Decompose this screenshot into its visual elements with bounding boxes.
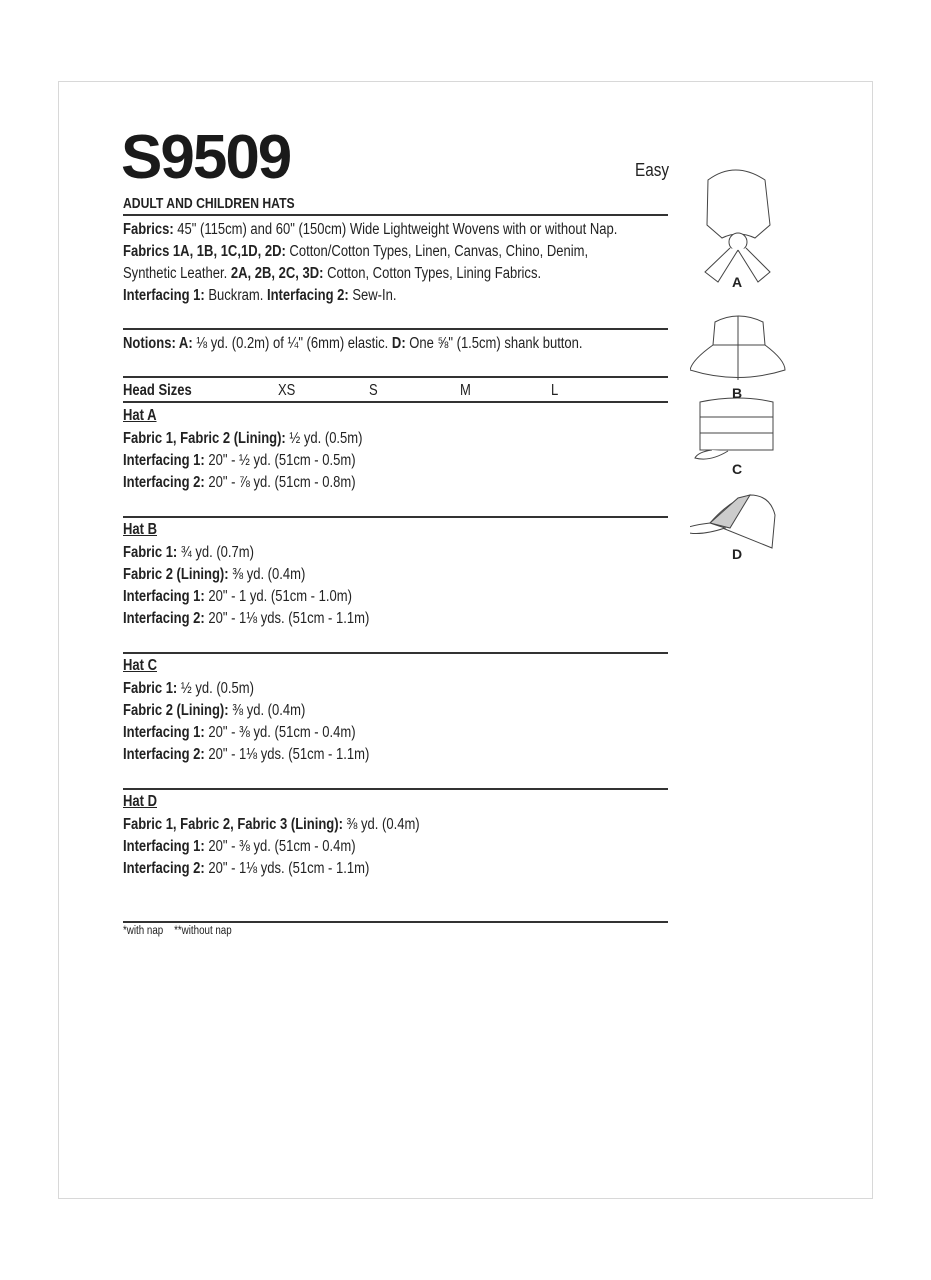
divider bbox=[123, 921, 668, 923]
hat-heading: Hat A bbox=[123, 407, 157, 424]
hat-b-illustration bbox=[690, 316, 785, 380]
spec-line: Fabrics: 45" (115cm) and 60" (150cm) Wide Lightweight Wovens with or without Nap. bbox=[123, 221, 618, 238]
hat-heading: Hat D bbox=[123, 793, 158, 810]
notions: Notions: A: ⅛ yd. (0.2m) of ¼" (6mm) elastic. D: One ⅝" (1.5cm) shank button. bbox=[123, 335, 583, 352]
spec-line: Fabric 1: ½ yd. (0.5m) bbox=[123, 680, 254, 697]
size-l: L bbox=[551, 382, 559, 399]
divider bbox=[123, 516, 668, 518]
spec-line: Interfacing 1: 20" - ⅜ yd. (51cm - 0.4m) bbox=[123, 724, 356, 741]
view-label-b: B bbox=[731, 385, 743, 401]
spec-line: Fabric 1, Fabric 2 (Lining): ½ yd. (0.5m) bbox=[123, 430, 363, 447]
size-xs: XS bbox=[278, 382, 296, 399]
size-m: M bbox=[460, 382, 471, 399]
spec-line: Interfacing 2: 20" - 1⅛ yds. (51cm - 1.1m) bbox=[123, 860, 370, 877]
spec-line: Interfacing 1: 20" - ½ yd. (51cm - 0.5m) bbox=[123, 452, 356, 469]
view-label-d: D bbox=[731, 546, 743, 562]
difficulty-level: Easy bbox=[635, 160, 670, 180]
divider bbox=[123, 652, 668, 654]
spec-line: Fabric 2 (Lining): ⅜ yd. (0.4m) bbox=[123, 702, 306, 719]
spec-line: Interfacing 1: 20" - 1 yd. (51cm - 1.0m) bbox=[123, 588, 352, 605]
spec-line: Fabrics 1A, 1B, 1C,1D, 2D: Cotton/Cotton Types, Linen, Canvas, Chino, Denim, bbox=[123, 243, 589, 260]
hat-d-illustration bbox=[690, 495, 775, 548]
divider bbox=[123, 328, 668, 330]
divider bbox=[123, 376, 668, 378]
pattern-title: ADULT AND CHILDREN HATS bbox=[123, 196, 295, 212]
spec-line: Fabric 1, Fabric 2, Fabric 3 (Lining): ⅜ yd. (0.4m) bbox=[123, 816, 420, 833]
head-sizes-label: Head Sizes bbox=[123, 382, 192, 399]
hat-illustrations bbox=[690, 160, 790, 560]
divider bbox=[123, 401, 668, 403]
view-label-c: C bbox=[731, 461, 743, 477]
size-s: S bbox=[369, 382, 378, 399]
spec-line: Fabric 2 (Lining): ⅜ yd. (0.4m) bbox=[123, 566, 306, 583]
hat-c-illustration bbox=[695, 398, 773, 459]
spec-line: Interfacing 2: 20" - ⅞ yd. (51cm - 0.8m) bbox=[123, 474, 356, 491]
hat-a-illustration bbox=[705, 170, 770, 282]
spec-line: Interfacing 1: 20" - ⅜ yd. (51cm - 0.4m) bbox=[123, 838, 356, 855]
spec-line: Interfacing 2: 20" - 1⅛ yds. (51cm - 1.1m) bbox=[123, 746, 370, 763]
hat-heading: Hat B bbox=[123, 521, 158, 538]
pattern-number: S9509 bbox=[121, 123, 291, 192]
view-label-a: A bbox=[731, 274, 743, 290]
divider bbox=[123, 788, 668, 790]
hat-heading: Hat C bbox=[123, 657, 158, 674]
spec-line: Synthetic Leather. 2A, 2B, 2C, 3D: Cotton, Cotton Types, Lining Fabrics. bbox=[123, 265, 542, 282]
spec-line: Fabric 1: ¾ yd. (0.7m) bbox=[123, 544, 254, 561]
divider bbox=[123, 214, 668, 216]
spec-line: Interfacing 1: Buckram. Interfacing 2: Sew-In. bbox=[123, 287, 397, 304]
footnote: *with nap **without nap bbox=[123, 925, 232, 937]
spec-line: Interfacing 2: 20" - 1⅛ yds. (51cm - 1.1m) bbox=[123, 610, 370, 627]
